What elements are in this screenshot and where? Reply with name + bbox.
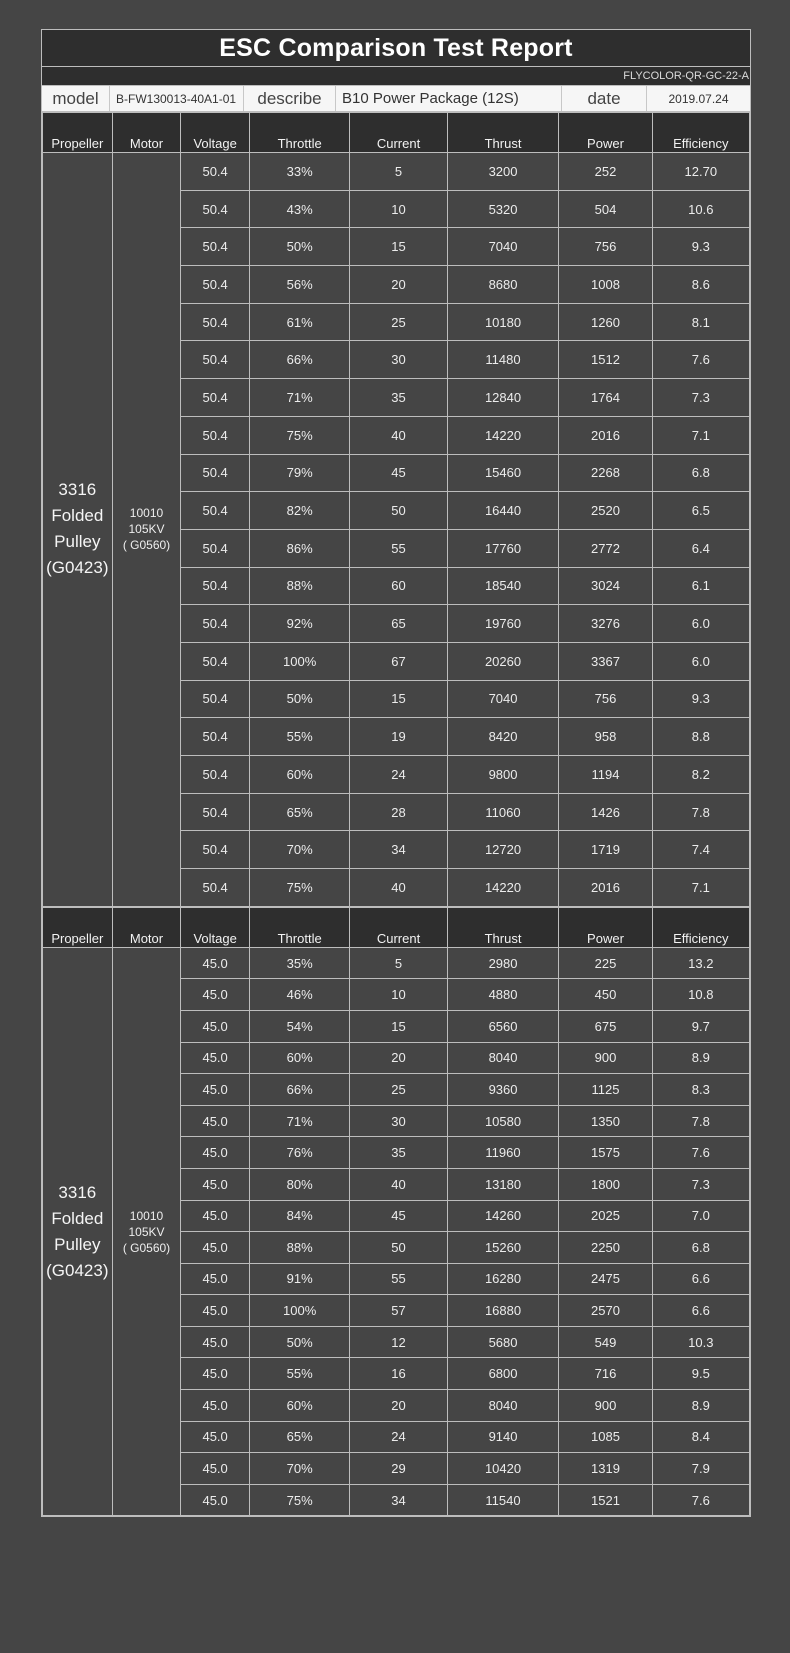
report-title: ESC Comparison Test Report	[219, 33, 573, 62]
thrust-cell: 5680	[447, 1326, 559, 1358]
efficiency-cell: 7.8	[652, 793, 749, 831]
header-current: Current	[350, 907, 447, 947]
throttle-cell: 76%	[249, 1137, 349, 1169]
efficiency-cell: 7.1	[652, 869, 749, 907]
current-cell: 50	[350, 1232, 447, 1264]
power-cell: 1521	[559, 1484, 652, 1516]
voltage-cell: 50.4	[181, 492, 250, 530]
power-cell: 450	[559, 979, 652, 1011]
current-cell: 34	[350, 1484, 447, 1516]
throttle-cell: 79%	[249, 454, 349, 492]
thrust-cell: 11480	[447, 341, 559, 379]
header-propeller: Propeller	[43, 113, 113, 153]
header-throttle: Throttle	[249, 907, 349, 947]
table-row	[43, 947, 750, 979]
header-voltage: Voltage	[181, 113, 250, 153]
voltage-cell: 50.4	[181, 190, 250, 228]
header-row	[43, 907, 750, 947]
thrust-cell: 7040	[447, 228, 559, 266]
power-cell: 1194	[559, 756, 652, 794]
throttle-cell: 35%	[249, 947, 349, 979]
throttle-cell: 55%	[249, 718, 349, 756]
power-cell: 2475	[559, 1263, 652, 1295]
propeller-line: Pulley	[54, 532, 101, 552]
header-current: Current	[350, 113, 447, 153]
efficiency-cell: 9.3	[652, 228, 749, 266]
model-value: B-FW130013-40A1-01	[110, 86, 244, 111]
thrust-cell: 14220	[447, 869, 559, 907]
voltage-cell: 45.0	[181, 1390, 250, 1422]
motor-line: ( G0560)	[122, 1240, 171, 1255]
power-cell: 2772	[559, 529, 652, 567]
propeller-line: (G0423)	[46, 1260, 109, 1280]
voltage-cell: 45.0	[181, 1168, 250, 1200]
voltage-cell: 45.0	[181, 1137, 250, 1169]
results-table-1	[42, 112, 750, 907]
efficiency-cell: 8.6	[652, 266, 749, 304]
efficiency-cell: 6.5	[652, 492, 749, 530]
current-cell: 40	[350, 869, 447, 907]
throttle-cell: 61%	[249, 303, 349, 341]
thrust-cell: 16280	[447, 1263, 559, 1295]
throttle-cell: 65%	[249, 793, 349, 831]
current-cell: 19	[350, 718, 447, 756]
voltage-cell: 50.4	[181, 228, 250, 266]
current-cell: 67	[350, 642, 447, 680]
power-cell: 1260	[559, 303, 652, 341]
current-cell: 10	[350, 979, 447, 1011]
current-cell: 20	[350, 266, 447, 304]
power-cell: 1764	[559, 379, 652, 417]
thrust-cell: 5320	[447, 190, 559, 228]
thrust-cell: 14220	[447, 416, 559, 454]
power-cell: 2250	[559, 1232, 652, 1264]
efficiency-cell: 10.8	[652, 979, 749, 1011]
efficiency-cell: 6.8	[652, 454, 749, 492]
thrust-cell: 4880	[447, 979, 559, 1011]
thrust-cell: 10420	[447, 1453, 559, 1485]
current-cell: 15	[350, 680, 447, 718]
throttle-cell: 91%	[249, 1263, 349, 1295]
throttle-cell: 75%	[249, 416, 349, 454]
current-cell: 25	[350, 1074, 447, 1106]
power-cell: 2570	[559, 1295, 652, 1327]
power-cell: 1512	[559, 341, 652, 379]
results-tables	[42, 112, 750, 1516]
power-cell: 1575	[559, 1137, 652, 1169]
thrust-cell: 7040	[447, 680, 559, 718]
thrust-cell: 8680	[447, 266, 559, 304]
describe-value: B10 Power Package (12S)	[336, 86, 562, 111]
throttle-cell: 60%	[249, 756, 349, 794]
current-cell: 40	[350, 1168, 447, 1200]
throttle-cell: 75%	[249, 1484, 349, 1516]
voltage-cell: 50.4	[181, 756, 250, 794]
efficiency-cell: 7.3	[652, 1168, 749, 1200]
propeller-line: 3316	[58, 480, 97, 500]
current-cell: 45	[350, 1200, 447, 1232]
voltage-cell: 50.4	[181, 153, 250, 191]
thrust-cell: 11540	[447, 1484, 559, 1516]
header-motor: Motor	[112, 113, 181, 153]
efficiency-cell: 8.3	[652, 1074, 749, 1106]
power-cell: 504	[559, 190, 652, 228]
efficiency-cell: 12.70	[652, 153, 749, 191]
header-throttle: Throttle	[249, 113, 349, 153]
voltage-cell: 45.0	[181, 1042, 250, 1074]
test-report	[41, 29, 751, 1517]
thrust-cell: 12720	[447, 831, 559, 869]
current-cell: 20	[350, 1042, 447, 1074]
voltage-cell: 50.4	[181, 341, 250, 379]
thrust-cell: 17760	[447, 529, 559, 567]
throttle-cell: 70%	[249, 1453, 349, 1485]
motor-cell	[112, 153, 181, 907]
efficiency-cell: 7.1	[652, 416, 749, 454]
current-cell: 55	[350, 1263, 447, 1295]
header-motor: Motor	[112, 907, 181, 947]
efficiency-cell: 6.4	[652, 529, 749, 567]
info-bar	[42, 86, 750, 112]
report-title-bar	[42, 30, 750, 67]
throttle-cell: 66%	[249, 341, 349, 379]
efficiency-cell: 7.9	[652, 1453, 749, 1485]
power-cell: 2025	[559, 1200, 652, 1232]
throttle-cell: 60%	[249, 1042, 349, 1074]
power-cell: 2016	[559, 869, 652, 907]
voltage-cell: 45.0	[181, 1010, 250, 1042]
current-cell: 65	[350, 605, 447, 643]
current-cell: 16	[350, 1358, 447, 1390]
current-cell: 50	[350, 492, 447, 530]
current-cell: 30	[350, 1105, 447, 1137]
efficiency-cell: 7.6	[652, 1484, 749, 1516]
voltage-cell: 50.4	[181, 869, 250, 907]
throttle-cell: 60%	[249, 1390, 349, 1422]
voltage-cell: 45.0	[181, 1232, 250, 1264]
power-cell: 1350	[559, 1105, 652, 1137]
power-cell: 2016	[559, 416, 652, 454]
propeller-line: (G0423)	[46, 558, 109, 578]
throttle-cell: 46%	[249, 979, 349, 1011]
power-cell: 3024	[559, 567, 652, 605]
current-cell: 12	[350, 1326, 447, 1358]
thrust-cell: 20260	[447, 642, 559, 680]
thrust-cell: 12840	[447, 379, 559, 417]
propeller-line: 3316	[58, 1182, 97, 1202]
thrust-cell: 15460	[447, 454, 559, 492]
power-cell: 1719	[559, 831, 652, 869]
power-cell: 2268	[559, 454, 652, 492]
voltage-cell: 45.0	[181, 979, 250, 1011]
current-cell: 5	[350, 947, 447, 979]
throttle-cell: 84%	[249, 1200, 349, 1232]
power-cell: 900	[559, 1042, 652, 1074]
efficiency-cell: 6.6	[652, 1263, 749, 1295]
power-cell: 1319	[559, 1453, 652, 1485]
power-cell: 1085	[559, 1421, 652, 1453]
current-cell: 5	[350, 153, 447, 191]
throttle-cell: 33%	[249, 153, 349, 191]
current-cell: 57	[350, 1295, 447, 1327]
current-cell: 35	[350, 379, 447, 417]
efficiency-cell: 6.0	[652, 642, 749, 680]
voltage-cell: 50.4	[181, 680, 250, 718]
throttle-cell: 75%	[249, 869, 349, 907]
current-cell: 28	[350, 793, 447, 831]
throttle-cell: 100%	[249, 642, 349, 680]
voltage-cell: 45.0	[181, 1200, 250, 1232]
thrust-cell: 18540	[447, 567, 559, 605]
throttle-cell: 70%	[249, 831, 349, 869]
throttle-cell: 55%	[249, 1358, 349, 1390]
efficiency-cell: 6.1	[652, 567, 749, 605]
power-cell: 900	[559, 1390, 652, 1422]
throttle-cell: 71%	[249, 379, 349, 417]
current-cell: 30	[350, 341, 447, 379]
power-cell: 675	[559, 1010, 652, 1042]
efficiency-cell: 9.7	[652, 1010, 749, 1042]
power-cell: 1125	[559, 1074, 652, 1106]
thrust-cell: 9800	[447, 756, 559, 794]
motor-line: ( G0560)	[122, 538, 171, 553]
thrust-cell: 15260	[447, 1232, 559, 1264]
current-cell: 29	[350, 1453, 447, 1485]
propeller-cell	[43, 153, 113, 907]
throttle-cell: 92%	[249, 605, 349, 643]
propeller-line: Pulley	[54, 1234, 101, 1254]
voltage-cell: 45.0	[181, 1326, 250, 1358]
model-label: model	[42, 86, 110, 111]
throttle-cell: 80%	[249, 1168, 349, 1200]
voltage-cell: 50.4	[181, 379, 250, 417]
thrust-cell: 11060	[447, 793, 559, 831]
throttle-cell: 43%	[249, 190, 349, 228]
motor-cell	[112, 947, 181, 1516]
throttle-cell: 50%	[249, 1326, 349, 1358]
current-cell: 25	[350, 303, 447, 341]
header-efficiency: Efficiency	[652, 907, 749, 947]
current-cell: 35	[350, 1137, 447, 1169]
motor-line: 105KV	[128, 522, 165, 537]
header-thrust: Thrust	[447, 907, 559, 947]
efficiency-cell: 8.1	[652, 303, 749, 341]
throttle-cell: 66%	[249, 1074, 349, 1106]
efficiency-cell: 8.9	[652, 1390, 749, 1422]
thrust-cell: 6800	[447, 1358, 559, 1390]
power-cell: 756	[559, 680, 652, 718]
current-cell: 10	[350, 190, 447, 228]
efficiency-cell: 8.2	[652, 756, 749, 794]
power-cell: 1800	[559, 1168, 652, 1200]
power-cell: 1008	[559, 266, 652, 304]
thrust-cell: 9360	[447, 1074, 559, 1106]
power-cell: 1426	[559, 793, 652, 831]
thrust-cell: 16880	[447, 1295, 559, 1327]
thrust-cell: 8040	[447, 1390, 559, 1422]
voltage-cell: 50.4	[181, 454, 250, 492]
thrust-cell: 8040	[447, 1042, 559, 1074]
current-cell: 24	[350, 756, 447, 794]
throttle-cell: 50%	[249, 228, 349, 266]
voltage-cell: 45.0	[181, 1484, 250, 1516]
voltage-cell: 50.4	[181, 416, 250, 454]
current-cell: 15	[350, 1010, 447, 1042]
power-cell: 958	[559, 718, 652, 756]
voltage-cell: 45.0	[181, 1421, 250, 1453]
thrust-cell: 10180	[447, 303, 559, 341]
motor-line: 105KV	[128, 1224, 165, 1239]
voltage-cell: 45.0	[181, 1105, 250, 1137]
throttle-cell: 100%	[249, 1295, 349, 1327]
power-cell: 2520	[559, 492, 652, 530]
header-row	[43, 113, 750, 153]
header-thrust: Thrust	[447, 113, 559, 153]
voltage-cell: 45.0	[181, 1453, 250, 1485]
throttle-cell: 88%	[249, 567, 349, 605]
throttle-cell: 86%	[249, 529, 349, 567]
voltage-cell: 50.4	[181, 642, 250, 680]
current-cell: 20	[350, 1390, 447, 1422]
header-propeller: Propeller	[43, 907, 113, 947]
header-efficiency: Efficiency	[652, 113, 749, 153]
throttle-cell: 54%	[249, 1010, 349, 1042]
document-code: FLYCOLOR-QR-GC-22-A	[42, 67, 750, 86]
voltage-cell: 50.4	[181, 303, 250, 341]
voltage-cell: 50.4	[181, 793, 250, 831]
voltage-cell: 50.4	[181, 718, 250, 756]
current-cell: 40	[350, 416, 447, 454]
efficiency-cell: 7.3	[652, 379, 749, 417]
date-label: date	[562, 86, 647, 111]
voltage-cell: 45.0	[181, 1295, 250, 1327]
voltage-cell: 45.0	[181, 1263, 250, 1295]
efficiency-cell: 8.9	[652, 1042, 749, 1074]
describe-label: describe	[244, 86, 336, 111]
thrust-cell: 14260	[447, 1200, 559, 1232]
thrust-cell: 3200	[447, 153, 559, 191]
efficiency-cell: 6.6	[652, 1295, 749, 1327]
voltage-cell: 45.0	[181, 1358, 250, 1390]
propeller-cell	[43, 947, 113, 1516]
current-cell: 24	[350, 1421, 447, 1453]
results-table-2	[42, 907, 750, 1517]
current-cell: 15	[350, 228, 447, 266]
thrust-cell: 10580	[447, 1105, 559, 1137]
efficiency-cell: 7.6	[652, 1137, 749, 1169]
current-cell: 34	[350, 831, 447, 869]
efficiency-cell: 8.8	[652, 718, 749, 756]
power-cell: 3367	[559, 642, 652, 680]
power-cell: 252	[559, 153, 652, 191]
thrust-cell: 8420	[447, 718, 559, 756]
efficiency-cell: 13.2	[652, 947, 749, 979]
motor-line: 10010	[129, 1208, 164, 1223]
power-cell: 3276	[559, 605, 652, 643]
efficiency-cell: 6.8	[652, 1232, 749, 1264]
header-power: Power	[559, 113, 652, 153]
voltage-cell: 50.4	[181, 266, 250, 304]
throttle-cell: 88%	[249, 1232, 349, 1264]
throttle-cell: 56%	[249, 266, 349, 304]
efficiency-cell: 7.4	[652, 831, 749, 869]
header-voltage: Voltage	[181, 907, 250, 947]
thrust-cell: 2980	[447, 947, 559, 979]
voltage-cell: 50.4	[181, 605, 250, 643]
power-cell: 549	[559, 1326, 652, 1358]
table-row	[43, 153, 750, 191]
voltage-cell: 45.0	[181, 947, 250, 979]
voltage-cell: 45.0	[181, 1074, 250, 1106]
efficiency-cell: 10.3	[652, 1326, 749, 1358]
efficiency-cell: 9.3	[652, 680, 749, 718]
thrust-cell: 19760	[447, 605, 559, 643]
motor-line: 10010	[129, 506, 164, 521]
voltage-cell: 50.4	[181, 567, 250, 605]
thrust-cell: 16440	[447, 492, 559, 530]
efficiency-cell: 8.4	[652, 1421, 749, 1453]
efficiency-cell: 7.0	[652, 1200, 749, 1232]
header-power: Power	[559, 907, 652, 947]
throttle-cell: 82%	[249, 492, 349, 530]
date-value: 2019.07.24	[668, 91, 729, 106]
efficiency-cell: 7.8	[652, 1105, 749, 1137]
propeller-line: Folded	[51, 1208, 104, 1228]
thrust-cell: 13180	[447, 1168, 559, 1200]
power-cell: 716	[559, 1358, 652, 1390]
current-cell: 60	[350, 567, 447, 605]
current-cell: 45	[350, 454, 447, 492]
propeller-line: Folded	[51, 506, 104, 526]
thrust-cell: 9140	[447, 1421, 559, 1453]
power-cell: 225	[559, 947, 652, 979]
voltage-cell: 50.4	[181, 831, 250, 869]
thrust-cell: 11960	[447, 1137, 559, 1169]
power-cell: 756	[559, 228, 652, 266]
efficiency-cell: 10.6	[652, 190, 749, 228]
throttle-cell: 65%	[249, 1421, 349, 1453]
throttle-cell: 71%	[249, 1105, 349, 1137]
voltage-cell: 50.4	[181, 529, 250, 567]
throttle-cell: 50%	[249, 680, 349, 718]
thrust-cell: 6560	[447, 1010, 559, 1042]
current-cell: 55	[350, 529, 447, 567]
efficiency-cell: 7.6	[652, 341, 749, 379]
efficiency-cell: 9.5	[652, 1358, 749, 1390]
efficiency-cell: 6.0	[652, 605, 749, 643]
